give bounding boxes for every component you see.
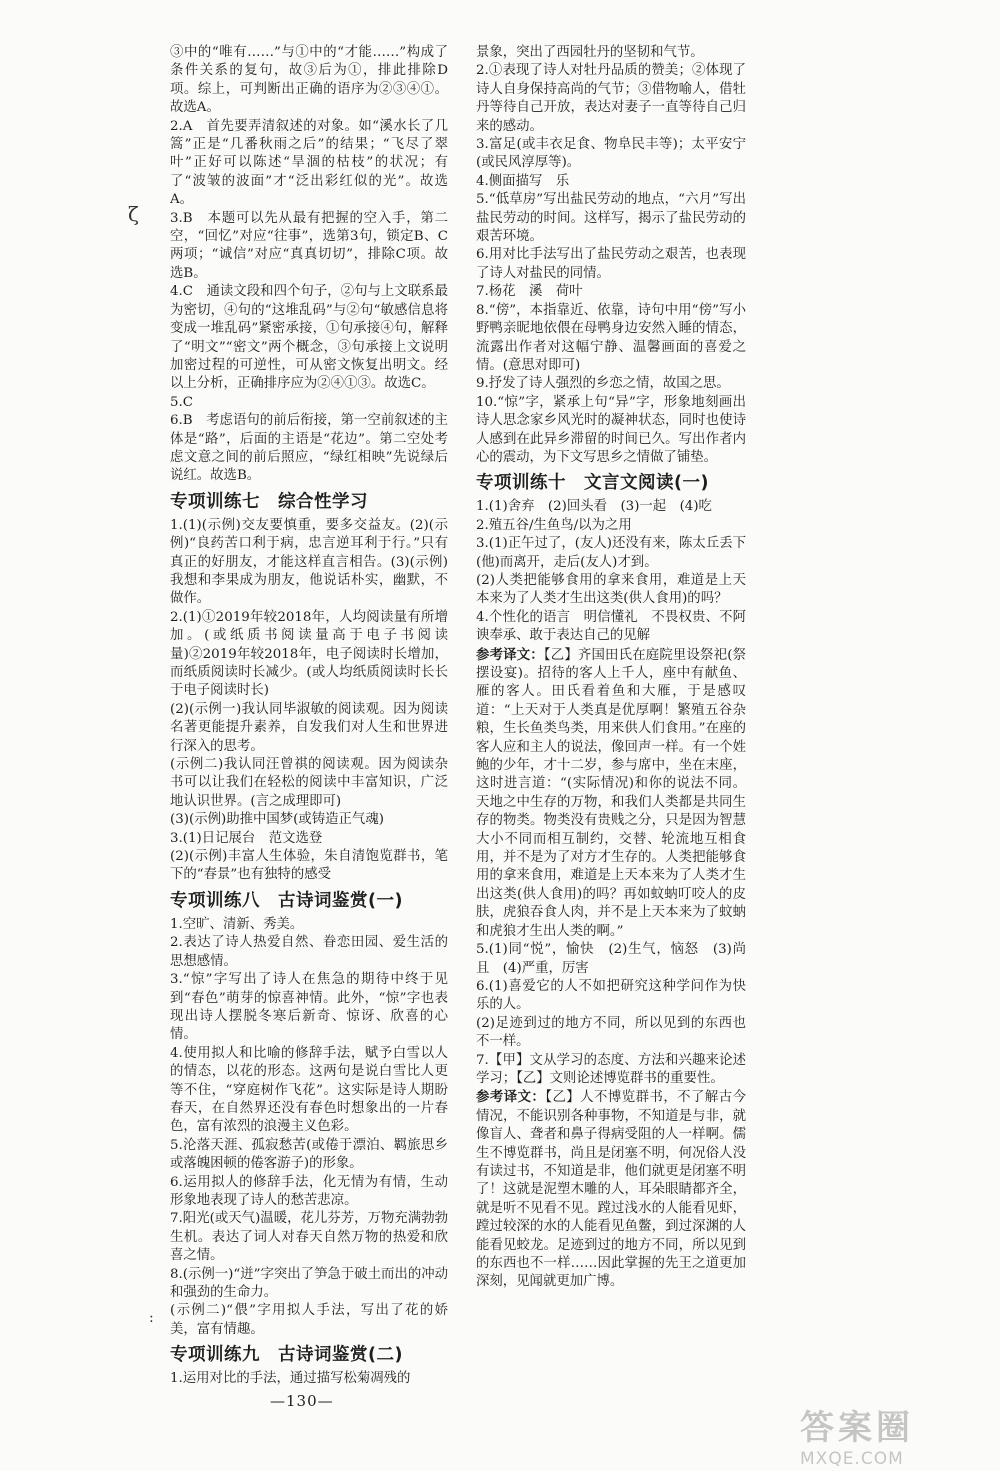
answer-paragraph: 1.(1)(示例)交友要慎重，要多交益友。(2)(示例)“良药苦口利于病，忠言逆耳利于行。”只有真正的好朋友，才能这样直言相告。(3)(示例)我想和李果成为朋友，他说话朴实，幽默，不做作。 <box>170 517 448 607</box>
answer-paragraph: 景象，突出了西园牡丹的坚韧和气节。 <box>476 45 704 60</box>
section-heading: 专项训练七 综合性学习 <box>170 491 368 512</box>
answer-paragraph: 4.C 通读文段和四个句子，②句与上文联系最为密切，④句的“这堆乱码”与②句“敏感信息将变成一堆乱码”紧密承接，①句承接④句，解释了“明文”“密文”两个概念，③句承接上文说明加密过程的可逆性，可从密文恢复出明文。经以上分析，正确排序应为②④①③。故选C。 <box>170 284 448 392</box>
answer-paragraph: (3)(示例)助推中国梦(或铸造正气魂) <box>170 812 384 828</box>
answer-paragraph: 9.抒发了诗人强烈的乡恋之情，故国之思。 <box>476 376 730 392</box>
reference-translation-label: 参考译文： <box>476 1089 546 1106</box>
answer-paragraph: 6.用对比手法写出了盐民劳动之艰苦，也表现了诗人对盐民的同情。 <box>476 247 746 281</box>
answer-paragraph: 5.沦落天涯、孤寂愁苦(或倦于漂泊、羁旅思乡或落魄困顿的倦客游子)的形象。 <box>170 1137 448 1172</box>
left-column <box>170 44 448 1389</box>
answer-paragraph: 5.(1)同“悦”，愉快 (2)生气，恼怒 (3)尚且 (4)严重，厉害 <box>476 942 746 976</box>
answer-paragraph: (2)(示例)丰富人生体验，朱自清饱览群书，笔下的“春景”也有独特的感受 <box>170 849 448 883</box>
answer-paragraph: 3.B 本题可以先从最有把握的空入手，第二空，“回忆”对应“往事”，选第3句，锁定B、C两项；“诚信”对应“真真切切”，排除C项。故选B。 <box>170 210 448 281</box>
answer-paragraph: 3.富足(或丰衣足食、物阜民丰等)；太平安宁(或民风淳厚等)。 <box>476 137 746 171</box>
answer-paragraph: 2.①表现了诗人对牡丹品质的赞美；②体现了诗人自身保持高尚的气节；③借物喻人，借牡丹等待自己开放，表达对妻子一直等待自己归来的感动。 <box>476 63 746 134</box>
answer-paragraph: 6.(1)喜爱它的人不如把研究这种学问作为快乐的人。 <box>476 978 746 1013</box>
answer-paragraph: 1.运用对比的手法，通过描写松菊凋残的 <box>170 1371 411 1387</box>
answer-paragraph: 5.“低草房”写出盐民劳动的地点，“六月”写出盐民劳动的时间。这样写，揭示了盐民劳动的艰苦环境。 <box>476 192 746 245</box>
watermark-logo <box>800 1400 990 1469</box>
answer-paragraph: ③中的“唯有……”与①中的“才能……”构成了条件关系的复句，故③后为①，排此排除D项。综上，可判断出正确的语序为②③④①。故选A。 <box>170 45 448 116</box>
answer-paragraph: (2)人类把能够食用的拿来食用，难道是上天本来为了人类才生出这类(供人食用)的吗？ <box>476 572 746 607</box>
watermark-logo-text: 答案圈 <box>800 1408 914 1448</box>
answer-paragraph: 8.“傍”，本指靠近、依靠，诗句中用“傍”写小野鸭亲昵地依偎在母鸭身边安然入睡的情态，流露出作者对这幅宁静、温馨画面的喜爱之情。(意思对即可) <box>476 302 746 373</box>
answer-paragraph: 2.殖五谷/生鱼鸟/以为之用 <box>476 517 632 533</box>
answer-paragraph: 10.“惊”字，紧承上句“异”字，形象地刻画出诗人思念家乡风光时的凝神状态，同时也使诗人感到在此异乡滞留的时间已久。写出作者内心的震动，为下文写思乡之情做了铺垫。 <box>476 394 746 465</box>
reference-translation-text: 【乙】齐国田氏在庭院里设祭祀(祭摆设宴)。招待的客人上千人，座中有献鱼、雁的客人。田氏看着鱼和大雁，于是感叹道：“上天对于人类真是优厚啊！繁殖五谷杂粮，生长鱼类鸟类，用来供人们食用。”在座的客人应和主人的说法，像回声一样。有一个姓鲍的少年，才十二岁，参与席中，坐在末座，这时进言道：“(实际情况)和你的说法不同。天地之中生存的万物，和我们人类都是共同生存的物类。物类没有贵贱之分，只是因为智慧大小不同而相互制约，交替、轮流地互相食用，并不是为了对方才生存的。人类把能够食用的拿来食用，难道是上天本来为了人类才生出这类(供人食用)的吗？再如蚊蚋叮咬人的皮肤，虎狼吞食人肉，并不是上天本来为了蚊蚋和虎狼才生出人类的啊。” <box>476 647 746 939</box>
answer-paragraph: 1.空旷、清新、秀美。 <box>170 916 304 932</box>
answer-paragraph: 4.个性化的语言 明信懂礼 不畏权贵、不阿谀奉承、敢于表达自己的见解 <box>476 609 746 644</box>
answer-paragraph: (2)足迹到过的地方不同，所以见到的东西也不一样。 <box>476 1015 746 1050</box>
answer-paragraph: (示例二)“偎”字用拟人手法，写出了花的娇美，富有情趣。 <box>170 1303 448 1337</box>
answer-paragraph <box>476 1088 746 1291</box>
answer-paragraph <box>476 646 746 942</box>
answer-paragraph: 7.杨花 溪 荷叶 <box>476 284 583 300</box>
answer-paragraph: 3.(1)日记展台 范文选登 <box>170 830 323 846</box>
reference-translation-text: 【乙】人不博览群书，不了解古今情况，不能识别各种事物，不知道是与非，就像盲人、聋者和鼻子得病受阻的人一样啊。儒生不博览群书，尚且是闭塞不明，何况俗人没有读过书，不知道是非，他们就更是闭塞不明了！这就是泥塑木雕的人，耳朵眼睛都齐全，就是听不见看不见。蹚过浅水的人能看见虾，蹚过较深的水的人能看见鱼鳖，到过深渊的人能看见蛟龙。足迹到过的地方不同，所以见到的东西也不一样……因此掌握的先王之道更加深刻，见闻就更加广博。 <box>476 1090 746 1290</box>
answer-paragraph: (2)(示例一)我认同毕淑敏的阅读观。因为阅读名著更能提升素养，自发我们对人生和世界进行深入的思考。 <box>170 701 448 754</box>
answer-paragraph: 1.(1)舍弃 (2)回头看 (3)一起 (4)吃 <box>476 499 712 515</box>
answer-paragraph: 2.(1)①2019年较2018年，人均阅读量有所增加。(或纸质书阅读量高于电子书阅读量)②2019年较2018年，电子阅读时长增加，而纸质阅读时长减少。(或人均纸质阅读时长长于电子阅读时长) <box>170 609 448 699</box>
answer-paragraph: 7.【甲】文从学习的态度、方法和兴趣来论述学习；【乙】文则论述博览群书的重要性。 <box>476 1052 746 1086</box>
answer-paragraph: 4.侧面描写 乐 <box>476 173 570 189</box>
answer-paragraph: 3.(1)正午过了，(友人)还没有来，陈太丘丢下(他)而离开，走后(友人)才到。 <box>476 536 746 570</box>
section-heading: 专项训练八 古诗词鉴赏(一) <box>170 890 403 911</box>
answer-paragraph: 4.使用拟人和比喻的修辞手法，赋予白雪以人的情态，以花的形态。这两句是说白雪比人更等不住，“穿庭树作飞花”。这实际是诗人期盼春天，在自然界还没有春色时想象出的一片春色，富有浓烈的浪漫主义色彩。 <box>170 1045 448 1135</box>
answer-paragraph: 3.“惊”字写出了诗人在焦急的期待中终于见到“春色”萌芽的惊喜神情。此外，“惊”字也表现出诗人摆脱冬寒后新奇、惊讶、欣喜的心情。 <box>170 972 448 1043</box>
answer-paragraph: 8.(示例一)“迸”字突出了笋急于破土而出的冲动和强劲的生命力。 <box>170 1266 448 1300</box>
stray-margin-dot: : <box>149 1310 154 1326</box>
answer-paragraph: 6.B 考虑语句的前后衔接，第一空前叙述的主体是“路”，后面的主语是“花边”。第二空处考虑文意之间的前后照应，“绿红相映”先说绿后说红。故选B。 <box>170 413 448 484</box>
answer-paragraph: 2.表达了诗人热爱自然、眷恋田园、爱生活的思想感情。 <box>170 935 448 969</box>
reference-translation-label: 参考译文： <box>476 646 544 663</box>
section-heading: 专项训练九 古诗词鉴赏(二) <box>170 1345 403 1366</box>
answer-paragraph: 7.阳光(或天气)温暖，花儿芬芳，万物充满勃勃生机。表达了词人对春天自然万物的热爱和欣喜之情。 <box>170 1211 448 1264</box>
answer-paragraph: (示例二)我认同汪曾祺的阅读观。因为阅读杂书可以让我们在轻松的阅读中丰富知识，广泛地认识世界。(言之成理即可) <box>170 757 448 809</box>
answer-paragraph: 6.运用拟人的修辞手法，化无情为有情，生动形象地表现了诗人的愁苦悲凉。 <box>170 1174 448 1208</box>
answer-paragraph: 2.A 首先要弄清叙述的对象。如“溪水长了几篙”正是“几番秋雨之后”的结果；“飞尽了翠叶”正好可以陈述“旱涸的枯枝”的状况；有了“波皱的波面”才“泛出彩红似的光”。故选A。 <box>170 118 448 208</box>
answer-paragraph: 5.C <box>170 394 194 410</box>
section-heading: 专项训练十 文言文阅读(一) <box>476 473 709 494</box>
stray-margin-mark: ζ <box>128 202 139 226</box>
right-column <box>476 44 746 1292</box>
watermark-url: MXQE.COM <box>800 1449 904 1469</box>
page-number: —130— <box>270 1392 334 1410</box>
